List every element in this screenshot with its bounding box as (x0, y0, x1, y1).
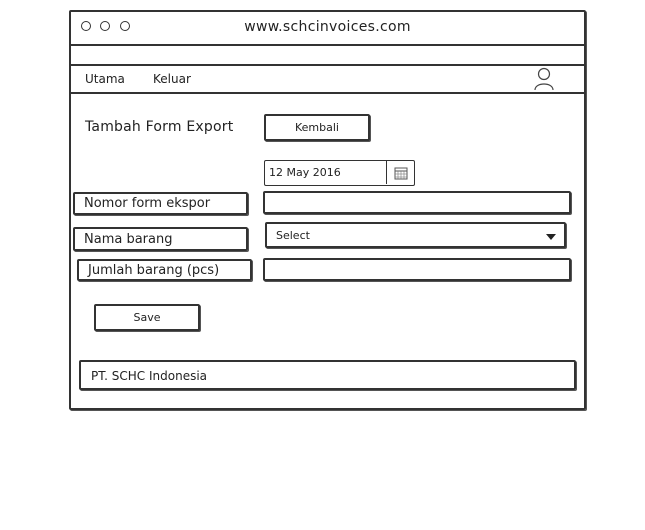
jumlah-barang-input[interactable] (263, 258, 571, 281)
user-icon[interactable] (533, 67, 555, 91)
calendar-button[interactable] (386, 161, 414, 184)
label-nomor-form-ekspor: Nomor form ekspor (73, 192, 248, 215)
nomor-form-ekspor-input[interactable] (263, 191, 571, 214)
nama-barang-select[interactable] (265, 222, 566, 248)
back-button[interactable]: Kembali (264, 114, 370, 141)
save-button[interactable]: Save (94, 304, 200, 331)
footer-text: PT. SCHC Indonesia (91, 369, 208, 383)
label-jumlah-barang: Jumlah barang (pcs) (77, 259, 252, 281)
browser-title-bar (69, 10, 586, 46)
date-picker[interactable] (264, 160, 415, 186)
footer (79, 360, 576, 390)
page-title: Tambah Form Export (85, 119, 234, 135)
nav-item-utama[interactable]: Utama (85, 72, 125, 86)
nav-bar (69, 66, 586, 94)
address-bar-url[interactable]: www.schcinvoices.com (244, 19, 411, 35)
nav-item-keluar[interactable]: Keluar (153, 72, 191, 86)
select-value: Select (276, 229, 310, 242)
calendar-icon (394, 166, 408, 180)
label-nama-barang: Nama barang (73, 227, 248, 251)
date-value: 12 May 2016 (269, 166, 341, 179)
chevron-down-icon (546, 234, 556, 240)
